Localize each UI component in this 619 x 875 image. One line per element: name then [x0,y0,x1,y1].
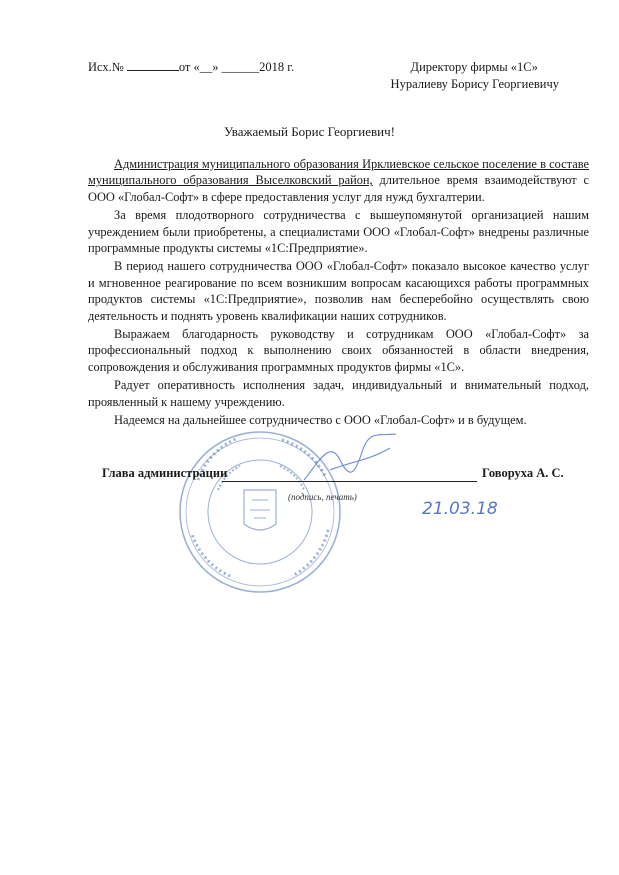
signature-line [222,481,477,482]
paragraph-3: В период нашего сотрудничества ООО «Глобал-Софт» показало высокое качество услуг и мгновенное реагирование по всем возникшим вопросам касающихся работы программных продуктов системы «1С:Предприятие», позволив нам бесперебойно осуществлять свою деятельность и поднять уровень квалификации наших сотрудников. [88,259,589,323]
addressee-name: Нуралиеву Борису Георгиевичу [390,77,559,91]
handwritten-date [420,494,510,520]
addressee-position: Директору фирмы «1С» [410,60,538,74]
paragraph-1 [88,156,589,205]
greeting: Уважаемый Борис Георгиевич! [224,124,395,139]
paragraph-6: Надеемся на дальнейшее сотрудничество с ООО «Глобал-Софт» и в будущем. [114,413,527,428]
paragraph-1-rest: длительное время взаимодействуют с ООО «Глобал-Софт» в сфере предоставления услуг для нужд бухгалтерии. [88,173,590,204]
addressee-block [391,59,559,93]
outgoing-reference [88,60,294,75]
signature-hint: (подпись, печать) [288,492,357,502]
handwritten-date-text: 21.03.18 [422,499,498,519]
paragraph-5: Радует оперативность исполнения задач, индивидуальный и внимательный подход, проявленный к нашему учреждению. [88,378,589,409]
ref-date: от «__» ______2018 г. [178,60,295,74]
paragraph-1-underlined: Администрация муниципального образования Ирклиевское сельское поселение в составе муниципального образования Выселковский район, [88,157,589,188]
ref-number-blank [127,60,179,71]
paragraph-4: Выражаем благодарность руководству и сотрудникам ООО «Глобал-Софт» за профессиональный подход к выполнению своих обязанностей в области внедрения, сопровождения и обслуживания программных продуктов фирмы «1С». [88,327,589,374]
signer-title: Глава администрации [102,466,228,480]
ref-label: Исх.№ [88,60,124,74]
letter-body [88,156,589,429]
paragraph-2: За время плодотворного сотрудничества с вышеупомянутой организацией нашим учреждением были приобретены, а специалистами ООО «Глобал-Софт» внедрены различные программные продукты системы «1С:Предприятие». [88,208,589,256]
signer-name: Говоруха А. С. [482,466,564,480]
